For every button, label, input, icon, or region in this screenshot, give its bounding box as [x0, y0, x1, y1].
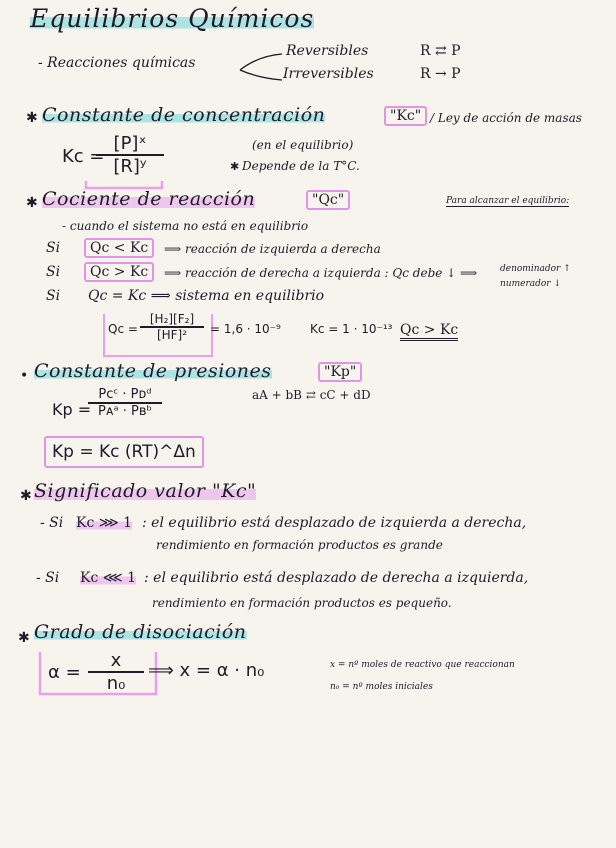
qc-example-result: Qc > Kc [400, 322, 458, 341]
qc-greater-box: Qc > Kc [84, 262, 154, 282]
alpha-pink-frame [38, 648, 158, 698]
kc-numerator: [P]ˣ [96, 133, 164, 156]
kc-note-equilibrio: (en el equilibrio) [252, 138, 354, 152]
kp-kc-relation: Kp = Kc (RT)^Δn [44, 436, 204, 468]
kp-denominator: Pᴀᵃ · Pʙᵇ [98, 404, 152, 419]
bullet-icon: • [20, 368, 29, 384]
grado-def-n0: n₀ = nº moles iniciales [330, 682, 433, 692]
qc-less-text: ⟹ reacción de izquierda a derecha [164, 242, 381, 256]
si-label: Si [46, 288, 61, 304]
grado-def-x: x = nº moles de reactivo que reaccionan [330, 660, 515, 670]
kc-much-greater-box: Kc ⋙ 1 [76, 515, 133, 531]
qc-example-denominator: [HF]² [156, 328, 188, 342]
qc-example-lhs: Qc = [108, 322, 138, 336]
kc-denominator: [R]ʸ [113, 156, 147, 177]
kp-heading: Constante de presiones [34, 360, 272, 382]
bullet-icon: ✱ [26, 195, 38, 211]
irreversibles-label: Irreversibles [283, 66, 374, 82]
qc-heading: Cociente de reacción [42, 188, 256, 210]
kp-badge: "Kp" [318, 362, 362, 382]
bullet-icon: ✱ [26, 110, 38, 126]
signif-l1-prefix: - Si [40, 515, 64, 531]
kp-fraction [88, 387, 162, 419]
kc-side-note: / Ley de acción de masas [430, 111, 582, 125]
branch-lines [238, 50, 284, 84]
page-title: Equilibrios Químicos [30, 4, 315, 33]
qc-aside-denominador: denominador ↑ [500, 264, 571, 274]
bullet-icon: ✱ [20, 488, 32, 504]
kc-fraction [96, 133, 164, 177]
qc-aside-numerador: numerador ↓ [500, 279, 562, 289]
alpha-denominator: n₀ [106, 673, 126, 694]
qc-example-kc: Kc = 1 · 10⁻¹³ [310, 322, 393, 336]
qc-example-numerator: [H₂][F₂] [140, 312, 204, 328]
qc-equal-text: Qc = Kc ⟹ sistema en equilibrio [88, 288, 325, 304]
bullet-icon: ✱ [18, 630, 30, 646]
qc-less-box: Qc < Kc [84, 238, 154, 258]
si-label: Si [46, 240, 61, 256]
si-label: Si [46, 264, 61, 280]
qc-condition: - cuando el sistema no está en equilibrio [62, 219, 309, 233]
kc-note-temperatura: Depende de la T°C. [242, 159, 360, 173]
kp-reaction: aA + bB ⇄ cC + dD [252, 388, 371, 402]
grado-heading: Grado de disociación [34, 621, 247, 643]
kc-lhs: Kc = [62, 146, 105, 167]
signif-l1-rendimiento: rendimiento en formación productos es grande [156, 538, 443, 552]
signif-l2-text: : el equilibrio está desplazado de derecha a izquierda, [144, 570, 529, 586]
kp-lhs: Kp = [52, 400, 92, 419]
kp-numerator: Pcᶜ · Pᴅᵈ [88, 387, 162, 404]
irreversibles-symbol: R → P [420, 66, 461, 82]
reversibles-label: Reversibles [286, 43, 369, 59]
alpha-lhs: α = [48, 662, 81, 683]
signif-l2-prefix: - Si [36, 570, 60, 586]
signif-heading: Significado valor "Kc" [34, 480, 257, 502]
alpha-numerator: x [88, 650, 144, 673]
signif-l1-text: : el equilibrio está desplazado de izquierda a derecha, [142, 515, 527, 531]
signif-l2-rendimiento: rendimiento en formación productos es pequeño. [152, 596, 452, 610]
kc-badge: "Kc" [384, 106, 427, 126]
kc-much-less-box: Kc ⋘ 1 [80, 570, 137, 586]
qc-greater-text: ⟹ reacción de derecha a izquierda : Qc debe ↓ ⟹ [164, 266, 478, 280]
alpha-rhs: ⟹ x = α · n₀ [148, 660, 265, 681]
qc-badge: "Qc" [306, 190, 350, 210]
reacciones-label: - Reacciones químicas [38, 55, 196, 71]
qc-example-value: = 1,6 · 10⁻⁹ [210, 322, 281, 336]
reversibles-symbol: R ⇄ P [420, 43, 461, 59]
kc-heading: Constante de concentración [42, 104, 326, 126]
bullet-icon: ✱ [230, 160, 240, 173]
qc-aside: Para alcanzar el equilibrio: [446, 196, 570, 206]
qc-example-pink-frame [102, 310, 214, 360]
